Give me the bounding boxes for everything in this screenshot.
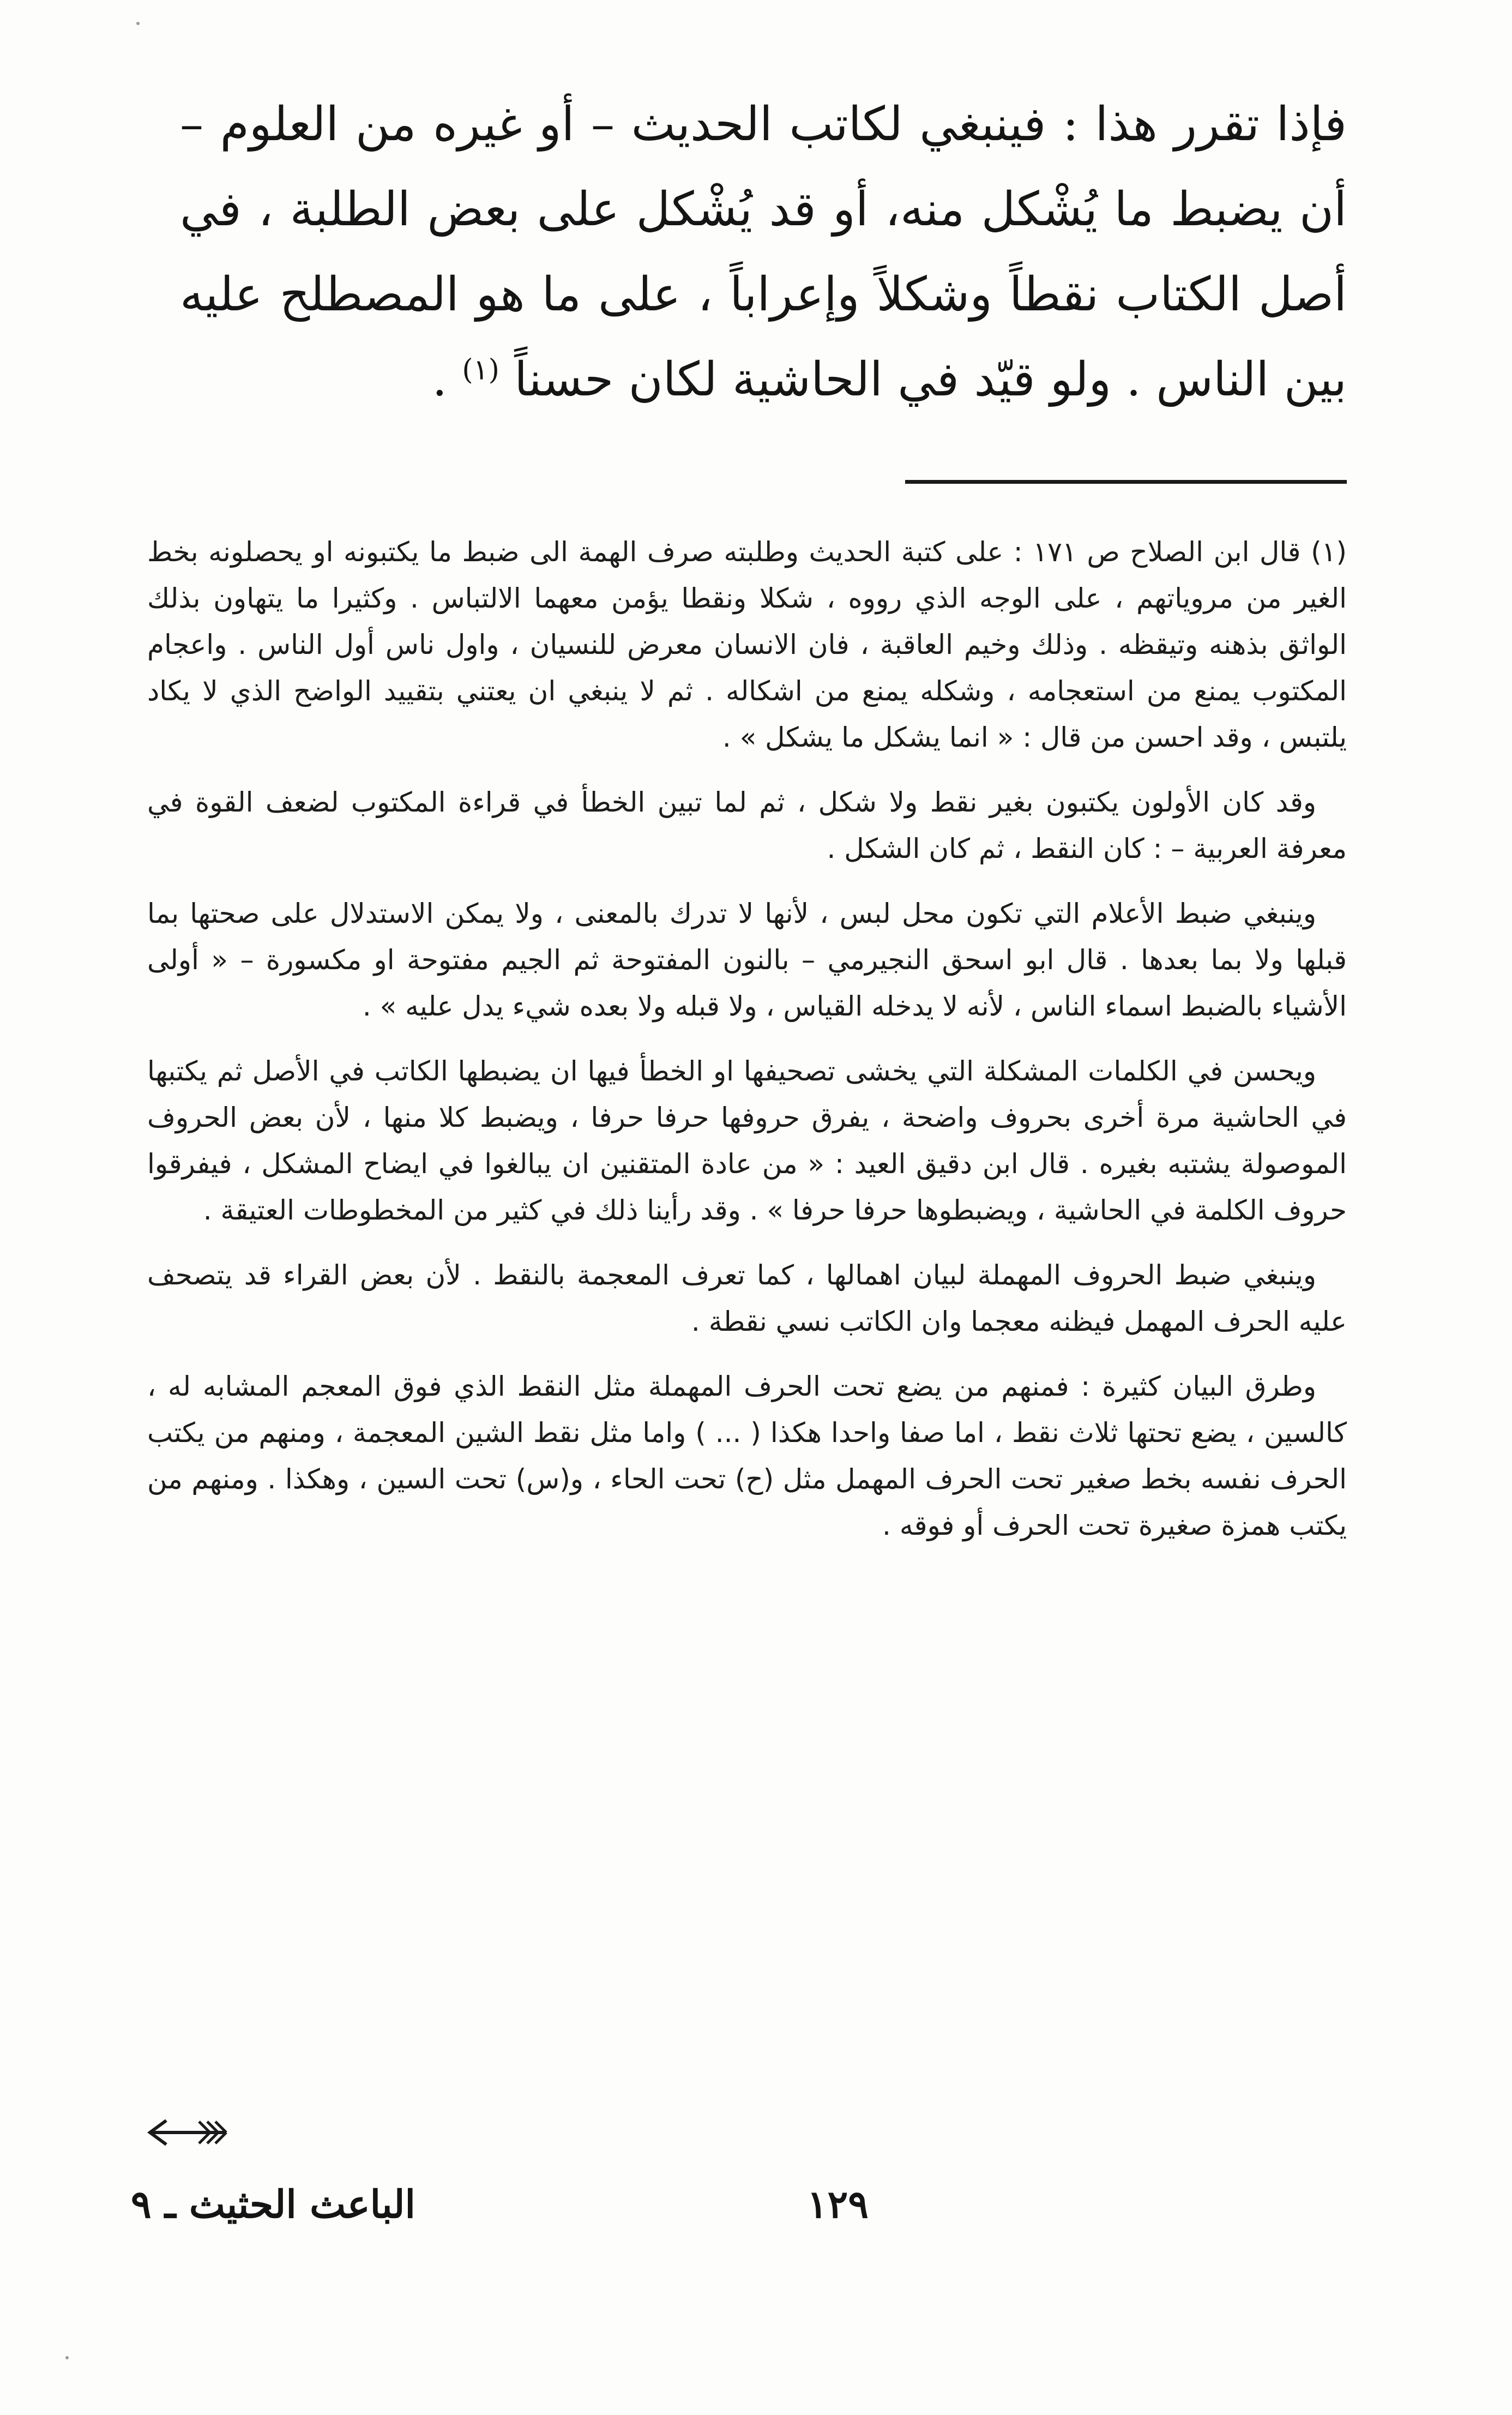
page-footer (131, 2182, 1358, 2242)
footnote-paragraph: وينبغي ضبط الأعلام التي تكون محل لبس ، لأنها لا تدرك بالمعنى ، ولا يمكن الاستدلال على صحتها بما قبلها ولا بما بعدها . قال ابو اسحق النجيرمي – بالنون المفتوحة ثم الجيم مفتوحة او مكسورة – « أولى الأشياء بالضبط اسماء الناس ، لأنه لا يدخله القياس ، ولا قبله ولا بعده شيء يدل عليه » . (147, 898, 1347, 1022)
footnote-paragraph: ويحسن في الكلمات المشكلة التي يخشى تصحيفها او الخطأ فيها ان يضبطها الكاتب في الأصل ثم يكتبها في الحاشية مرة أخرى بحروف واضحة ، يفرق حروفها حرفا حرفا ، ويضبط كلا منها ، لأن بعض الحروف الموصولة يشتبه بغيره . قال ابن دقيق العيد : « من عادة المتقنين ان يبالغوا في ايضاح المشكل ، فيفرقوا حروف الكلمة في الحاشية ، ويضبطوها حرفا حرفا » . وقد رأينا ذلك في كثير من المخطوطات العتيقة . (147, 1055, 1347, 1226)
scan-speck (65, 2356, 69, 2359)
main-paragraph-body: فإذا تقرر هذا : فينبغي لكاتب الحديث – أو غيره من العلوم – أن يضبط ما يُشْكل منه، أو قد يُشْكل على بعض الطلبة ، في أصل الكتاب نقطاً وشكلاً وإعراباً ، على ما هو المصطلح عليه بين الناس . ولو قيّد في الحاشية لكان حسناً (180, 97, 1347, 407)
footnote-paragraph: وطرق البيان كثيرة : فمنهم من يضع تحت الحرف المهملة مثل النقط الذي فوق المعجم المشابه له ، كالسين ، يضع تحتها ثلاث نقط ، اما صفا واحدا هكذا ( ... ) واما مثل نقط الشين المعجمة ، ومنهم من يكتب الحرف نفسه بخط صغير تحت الحرف المهمل مثل (ح) تحت الحاء ، و(س) تحت السين ، وهكذا . ومنهم من يكتب همزة صغيرة تحت الحرف أو فوقه . (147, 1371, 1347, 1541)
footnote-reference: (١) (462, 353, 499, 387)
footnote-paragraph: (١) قال ابن الصلاح ص ١٧١ : على كتبة الحديث وطلبته صرف الهمة الى ضبط ما يكتبونه او يحصلونه بخط الغير من مروياتهم ، على الوجه الذي رووه ، شكلا ونقطا يؤمن معهما الالتباس . وكثيرا ما يتهاون بذلك الواثق بذهنه وتيقظه . وذلك وخيم العاقبة ، فان الانسان معرض للنسيان ، واول ناس أول الناس . واعجام المكتوب يمنع من استعجامه ، وشكله يمنع من اشكاله . ثم لا ينبغي ان يعتني بتقييد الواضح الذي لا يكاد يلتبس ، وقد احسن من قال : « انما يشكل ما يشكل » . (147, 536, 1347, 753)
arrow-left-icon (147, 2116, 229, 2149)
footnote-paragraph: وينبغي ضبط الحروف المهملة لبيان اهمالها ، كما تعرف المعجمة بالنقط . لأن بعض القراء قد يتصحف عليه الحرف المهمل فيظنه معجما وان الكاتب نسي نقطة . (147, 1259, 1347, 1337)
main-paragraph (180, 82, 1347, 422)
footnotes-section (147, 529, 1347, 1567)
scan-speck (136, 22, 140, 25)
page-number: ١٢٩ (807, 2182, 869, 2227)
running-title: الباعث الحثيث ـ ٩ (131, 2182, 415, 2227)
footnote-paragraph: وقد كان الأولون يكتبون بغير نقط ولا شكل ، ثم لما تبين الخطأ في قراءة المكتوب لضعف القوة في معرفة العربية – : كان النقط ، ثم كان الشكل . (147, 786, 1347, 864)
main-paragraph-end: . (432, 352, 462, 407)
footnote-divider (905, 480, 1347, 484)
